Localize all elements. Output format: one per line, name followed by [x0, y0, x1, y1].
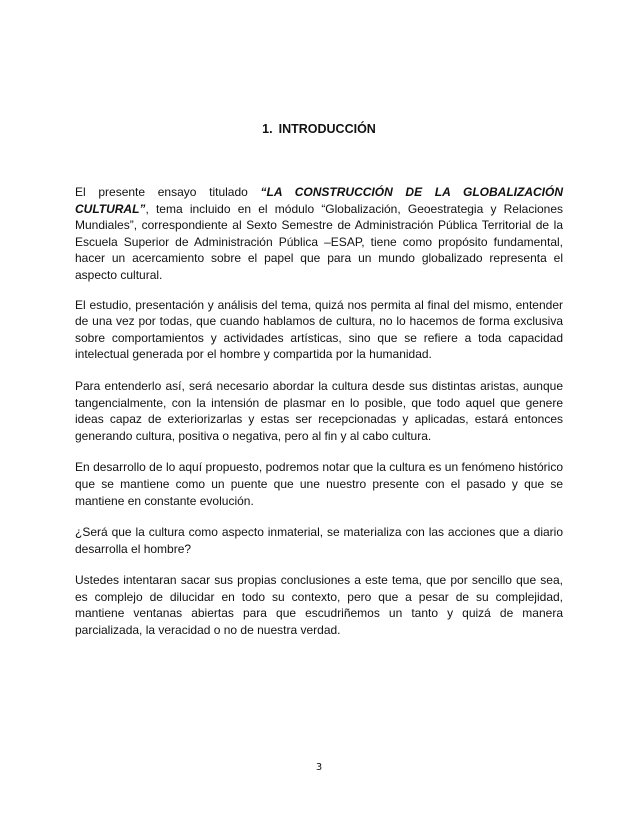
section-heading [0, 122, 638, 136]
paragraph-1-intro: El presente ensayo titulado [75, 185, 261, 199]
paragraph-6: Ustedes intentaran sacar sus propias conclusiones a este tema, que por sencillo que sea, es complejo de dilucidar en todo su contexto, pero que a pesar de su complejidad, mantiene ventanas abiertas para que escudriñemos un tanto y quizá de manera parcializada, la veracidad o no de nuestra verdad. [75, 573, 563, 638]
paragraph-4: En desarrollo de lo aquí propuesto, podremos notar que la cultura es un fenómeno histórico que se mantiene como un puente que une nuestro presente con el pasado y que se mantiene en constante evolución. [75, 460, 563, 508]
paragraph-3: Para entenderlo así, será necesario abordar la cultura desde sus distintas aristas, aunque tangencialmente, con la intensión de plasmar en lo posible, que todo aquel que genere ideas capaz de exteriorizarlas y estas ser recepcionadas y aplicadas, estará entonces generando cultura, positiva o negativa, pero al fin y al cabo cultura. [75, 378, 563, 443]
paragraph-1 [75, 184, 563, 284]
paragraph-2: El estudio, presentación y análisis del tema, quizá nos permita al final del mismo, entender de una vez por todas, que cuando hablamos de cultura, no lo hacemos de forma exclusiva sobre comportamientos y actividades artísticas, sino que se refiere a toda capacidad intelectual generada por el hombre y compartida por la humanidad. [75, 297, 563, 362]
page-number: 3 [315, 762, 323, 773]
essay-title: “LA CONSTRUCCIÓN DE LA GLOBALIZACIÓN CULTURAL” [75, 185, 563, 216]
section-title: INTRODUCCIÓN [278, 122, 376, 136]
paragraph-1-rest: , tema incluido en el módulo “Globalización, Geoestrategia y Relaciones Mundiales”, correspondiente al Sexto Semestre de Administración Pública Territorial de la Escuela Superior de Administración Pública –ESAP, tiene como propósito fundamental, hacer un acercamiento sobre el papel que para un mundo globalizado representa el aspecto cultural. [75, 201, 563, 282]
body-text [75, 184, 563, 654]
paragraph-5: ¿Será que la cultura como aspecto inmaterial, se materializa con las acciones que a diario desarrolla el hombre? [75, 525, 563, 556]
section-number: 1. [262, 122, 273, 136]
